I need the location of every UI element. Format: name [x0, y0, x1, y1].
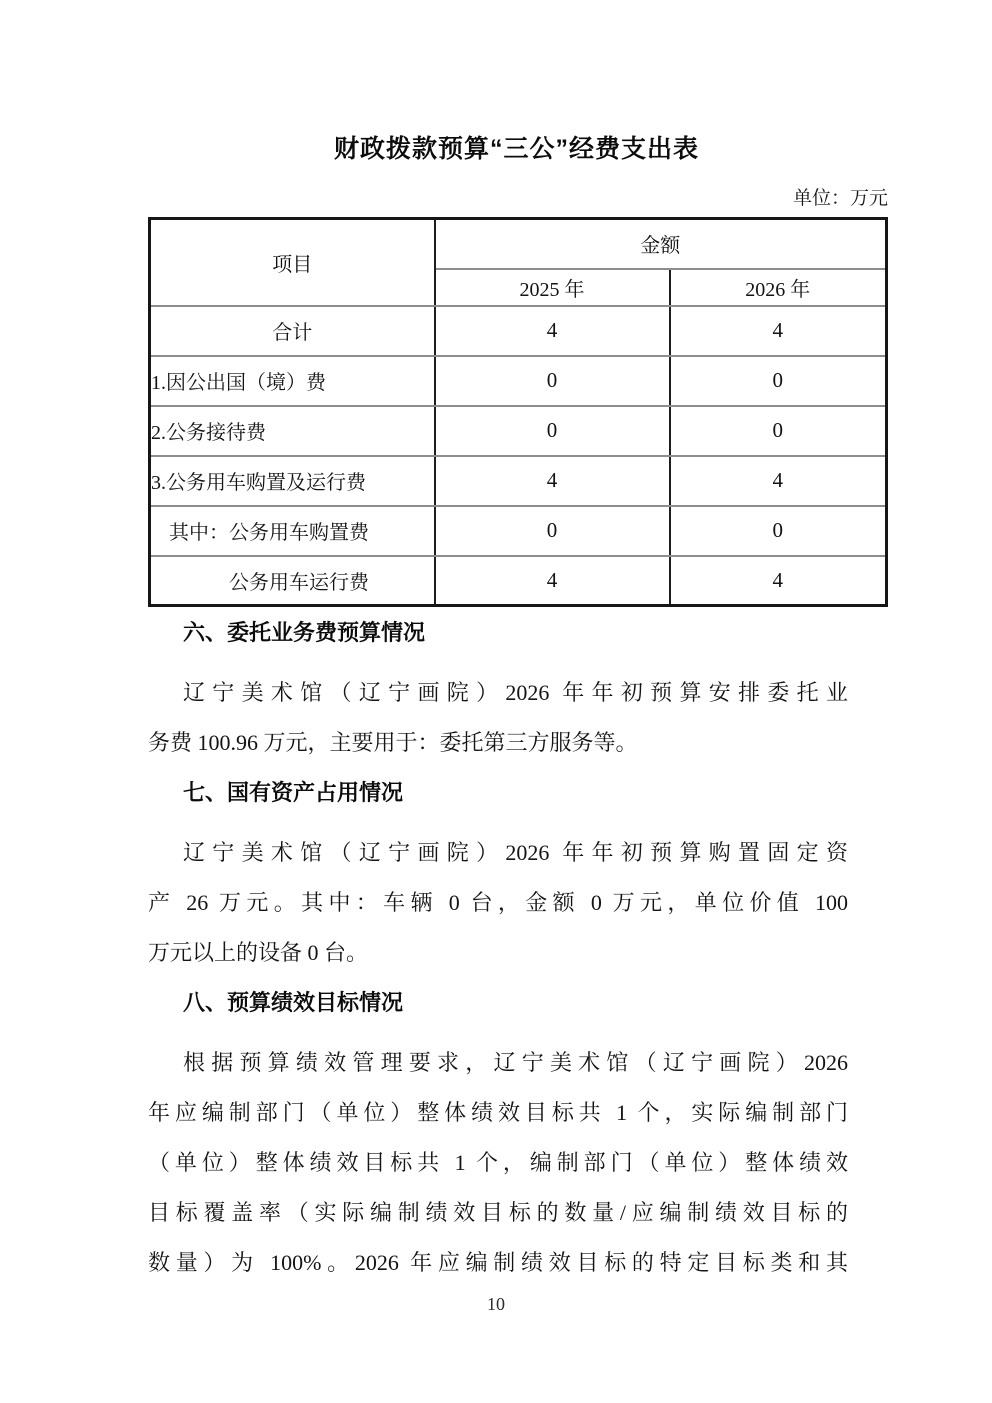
section-8-line-3: （单位）整体绩效目标共 1 个，编制部门（单位）整体绩效 — [148, 1150, 848, 1175]
col-header-amount: 金额 — [435, 219, 887, 269]
section-heading-8: 八、预算绩效目标情况 — [183, 990, 404, 1015]
section-heading-6: 六、委托业务费预算情况 — [183, 620, 426, 645]
row-label-reception: 2.公务接待费 — [150, 406, 435, 456]
page-title: 财政拨款预算“三公”经费支出表 — [333, 135, 699, 163]
vehicle-total-2025-value: 4 — [435, 456, 670, 506]
table-row-abroad — [150, 356, 887, 406]
body-text — [148, 608, 848, 1288]
section-7-line-3: 万元以上的设备 0 台。 — [148, 940, 369, 965]
table-row-reception — [150, 406, 887, 456]
row-label-abroad: 1.因公出国（境）费 — [150, 356, 435, 406]
section-8-line-5: 数量）为 100%。2026 年应编制绩效目标的特定目标类和其 — [148, 1250, 848, 1275]
section-8-line-2: 年应编制部门（单位）整体绩效目标共 1 个，实际编制部门 — [148, 1100, 848, 1125]
col-header-year-2025: 2025 年 — [435, 269, 670, 306]
total-2026-value: 4 — [670, 306, 887, 356]
vehicle-total-2026-value: 4 — [670, 456, 887, 506]
row-label-vehicle-operation: 公务用车运行费 — [150, 556, 435, 606]
page-number: 10 — [487, 1294, 505, 1314]
total-2025-value: 4 — [435, 306, 670, 356]
section-heading-7: 七、国有资产占用情况 — [183, 780, 404, 805]
reception-2026-value: 0 — [670, 406, 887, 456]
section-6-line-2: 务费 100.96 万元，主要用于：委托第三方服务等。 — [148, 730, 638, 755]
row-label-vehicle-total: 3.公务用车购置及运行费 — [150, 456, 435, 506]
abroad-2025-value: 0 — [435, 356, 670, 406]
row-label-total: 合计 — [150, 306, 435, 356]
unit-note: 单位：万元 — [792, 188, 888, 209]
vehicle-purchase-2025-value: 0 — [435, 506, 670, 556]
three-public-expense-table — [148, 217, 885, 607]
vehicle-operation-2025-value: 4 — [435, 556, 670, 606]
col-header-year-2026: 2026 年 — [670, 269, 887, 306]
vehicle-purchase-2026-value: 0 — [670, 506, 887, 556]
row-label-vehicle-purchase: 其中：公务用车购置费 — [150, 506, 435, 556]
vehicle-operation-2026-value: 4 — [670, 556, 887, 606]
reception-2025-value: 0 — [435, 406, 670, 456]
table-row-vehicle-operation — [150, 556, 887, 606]
section-7-line-1: 辽宁美术馆（辽宁画院）2026 年年初预算购置固定资 — [183, 840, 848, 865]
table-row-vehicle-total — [150, 456, 887, 506]
section-8-line-1: 根据预算绩效管理要求，辽宁美术馆（辽宁画院）2026 — [183, 1050, 848, 1075]
table-row-total — [150, 306, 887, 356]
section-6-line-1: 辽宁美术馆（辽宁画院）2026 年年初预算安排委托业 — [183, 680, 848, 705]
section-8-line-4: 目标覆盖率（实际编制绩效目标的数量/应编制绩效目标的 — [148, 1200, 848, 1225]
table-row-vehicle-purchase — [150, 506, 887, 556]
col-header-item: 项目 — [150, 219, 435, 306]
abroad-2026-value: 0 — [670, 356, 887, 406]
section-7-line-2: 产 26 万元。其中：车辆 0 台，金额 0 万元，单位价值 100 — [148, 890, 848, 915]
